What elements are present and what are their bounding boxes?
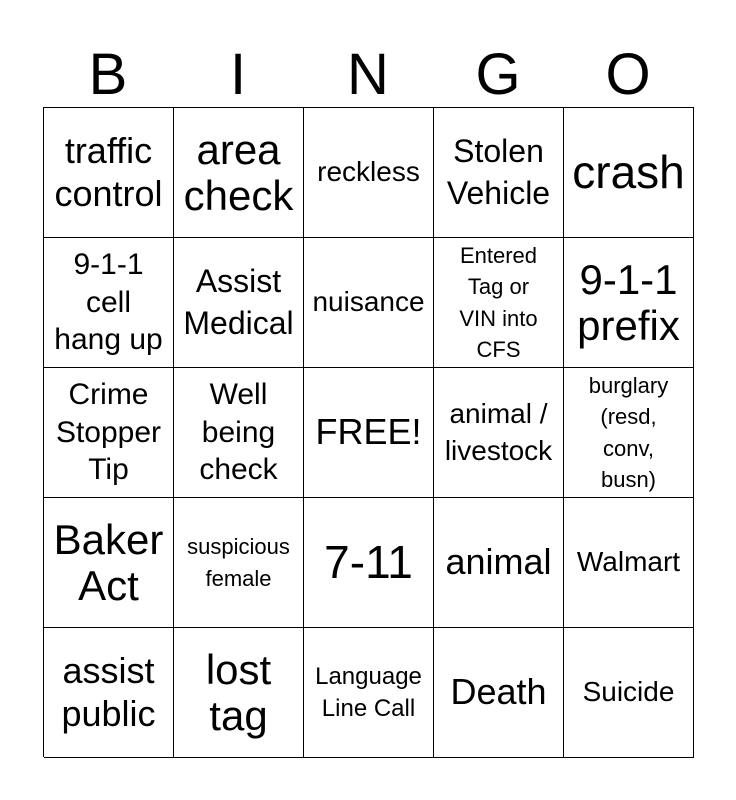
cell-label: animal / livestock: [444, 398, 553, 466]
bingo-cell[interactable]: [304, 238, 434, 368]
bingo-cell[interactable]: [44, 238, 174, 368]
cell-label: FREE!: [315, 411, 422, 453]
bingo-cell[interactable]: [174, 108, 304, 238]
cell-label: 9-1-1 cell hang up: [54, 248, 163, 357]
bingo-cell[interactable]: [44, 108, 174, 238]
header-letter-g: G: [475, 42, 521, 107]
bingo-cell[interactable]: [174, 368, 304, 498]
bingo-cell[interactable]: [304, 368, 434, 498]
bingo-cell[interactable]: [564, 108, 694, 238]
bingo-cell[interactable]: [44, 498, 174, 628]
cell-label: nuisance: [312, 286, 425, 318]
bingo-cell[interactable]: [564, 498, 694, 628]
cell-label: assist public: [61, 650, 156, 734]
cell-label: Death: [450, 671, 547, 713]
header-letter-i: I: [229, 42, 247, 107]
bingo-cell[interactable]: [304, 108, 434, 238]
bingo-cell[interactable]: [434, 498, 564, 628]
cell-label: lost tag: [205, 646, 272, 739]
cell-label: Walmart: [576, 546, 681, 578]
cell-label: burglary (resd, conv, busn): [588, 373, 669, 492]
bingo-cell[interactable]: [174, 498, 304, 628]
bingo-cell[interactable]: [564, 368, 694, 498]
bingo-header: [43, 44, 693, 106]
cell-label: crash: [572, 145, 685, 198]
bingo-cell[interactable]: [174, 628, 304, 758]
cell-label: Baker Act: [53, 516, 164, 609]
cell-label: Crime Stopper Tip: [55, 378, 162, 487]
cell-label: reckless: [317, 156, 420, 188]
bingo-cell[interactable]: [434, 108, 564, 238]
cell-label: Suicide: [582, 676, 675, 708]
bingo-cell[interactable]: [304, 628, 434, 758]
bingo-cell[interactable]: [564, 238, 694, 368]
cell-label: suspicious female: [187, 534, 290, 591]
cell-label: 7-11: [324, 535, 413, 588]
bingo-cell[interactable]: [434, 368, 564, 498]
cell-label: Well being check: [199, 378, 278, 487]
bingo-board: [43, 107, 694, 757]
cell-label: 9-1-1 prefix: [577, 256, 680, 349]
header-letter-n: N: [347, 42, 389, 107]
cell-label: Assist Medical: [183, 262, 294, 341]
bingo-cell[interactable]: [44, 368, 174, 498]
bingo-cell[interactable]: [44, 628, 174, 758]
cell-label: Stolen Vehicle: [446, 132, 551, 211]
cell-label: animal: [445, 541, 552, 583]
bingo-cell[interactable]: [174, 238, 304, 368]
bingo-cell[interactable]: [564, 628, 694, 758]
bingo-cell[interactable]: [434, 238, 564, 368]
cell-label: Entered Tag or VIN into CFS: [459, 243, 538, 362]
cell-label: area check: [183, 126, 294, 219]
header-letter-o: O: [605, 42, 651, 107]
bingo-cell[interactable]: [304, 498, 434, 628]
cell-label: Language Line Call: [315, 663, 422, 722]
cell-label: traffic control: [54, 130, 163, 214]
bingo-cell[interactable]: [434, 628, 564, 758]
header-letter-b: B: [88, 42, 128, 107]
